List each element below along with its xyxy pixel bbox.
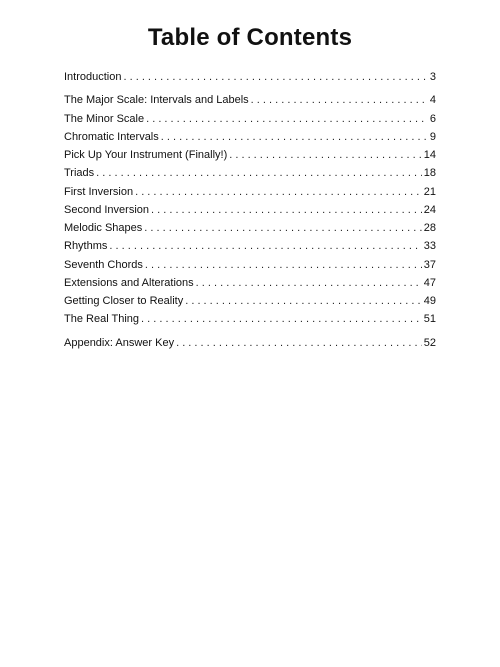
toc-entry-real-thing (64, 310, 436, 328)
toc-entry-label: Second Inversion (64, 203, 149, 216)
toc-entry-page-number: 9 (429, 130, 436, 143)
toc-entry-minor-scale (64, 110, 436, 128)
dot-leader (123, 68, 427, 86)
toc-entry-label: Melodic Shapes (64, 222, 143, 234)
dot-leader (96, 164, 422, 182)
toc-entry-label: Introduction (64, 71, 122, 83)
toc-entry-melodic-shapes (64, 219, 436, 237)
dot-leader (251, 91, 428, 109)
toc-entry-page-number: 24 (423, 203, 436, 216)
dot-leader (196, 274, 422, 292)
toc-entry-introduction (64, 68, 436, 86)
toc-entry-page-number: 18 (423, 167, 436, 180)
dot-leader (176, 334, 422, 352)
dot-leader (185, 292, 422, 310)
dot-leader (146, 110, 428, 128)
toc-entry-chromatic-intervals (64, 128, 436, 146)
toc-entry-page-number: 51 (423, 313, 436, 326)
toc-entry-page-number: 3 (429, 71, 436, 83)
toc-entry-page-number: 47 (423, 276, 436, 289)
toc-entry-label: First Inversion (64, 185, 134, 198)
dot-leader (229, 146, 422, 164)
toc-entry-page-number: 4 (429, 94, 436, 107)
toc-entry-label: Seventh Chords (64, 258, 143, 271)
dot-leader (109, 237, 421, 255)
toc-entry-rhythms (64, 237, 436, 255)
toc-entry-second-inversion (64, 201, 436, 219)
toc-entry-page-number: 14 (423, 149, 436, 161)
dot-leader (144, 219, 421, 237)
toc-entry-extensions-alterations (64, 274, 436, 292)
toc-entry-page-number: 28 (423, 222, 436, 234)
toc-entry-page-number: 49 (423, 295, 436, 307)
toc-entry-label: The Major Scale: Intervals and Labels (64, 94, 249, 107)
dot-leader (161, 128, 428, 146)
toc-entry-appendix (64, 334, 436, 352)
toc-entry-page-number: 37 (423, 258, 436, 271)
toc-entry-label: Triads (64, 167, 95, 180)
toc-list (64, 68, 436, 352)
toc-entry-label: Appendix: Answer Key (64, 336, 175, 349)
toc-entry-page-number: 33 (423, 240, 436, 253)
toc-entry-triads (64, 164, 436, 182)
toc-entry-label: The Real Thing (64, 313, 140, 326)
dot-leader (141, 310, 422, 328)
toc-entry-label: Getting Closer to Reality (64, 295, 184, 307)
toc-entry-page-number: 6 (429, 112, 436, 125)
toc-entry-label: Pick Up Your Instrument (Finally!) (64, 149, 228, 161)
toc-entry-getting-closer (64, 292, 436, 310)
dot-leader (135, 183, 422, 201)
dot-leader (151, 201, 422, 219)
toc-entry-page-number: 52 (423, 336, 436, 349)
toc-entry-pick-up-instrument (64, 146, 436, 164)
page-title: Table of Contents (147, 24, 353, 51)
toc-entry-label: Chromatic Intervals (64, 130, 159, 143)
toc-entry-label: The Minor Scale (64, 112, 145, 125)
toc-entry-first-inversion (64, 183, 436, 201)
toc-entry-page-number: 21 (423, 185, 436, 198)
toc-entry-label: Extensions and Alterations (64, 276, 194, 289)
dot-leader (145, 256, 422, 274)
toc-entry-seventh-chords (64, 256, 436, 274)
toc-entry-label: Rhythms (64, 240, 108, 253)
toc-entry-major-scale (64, 91, 436, 109)
